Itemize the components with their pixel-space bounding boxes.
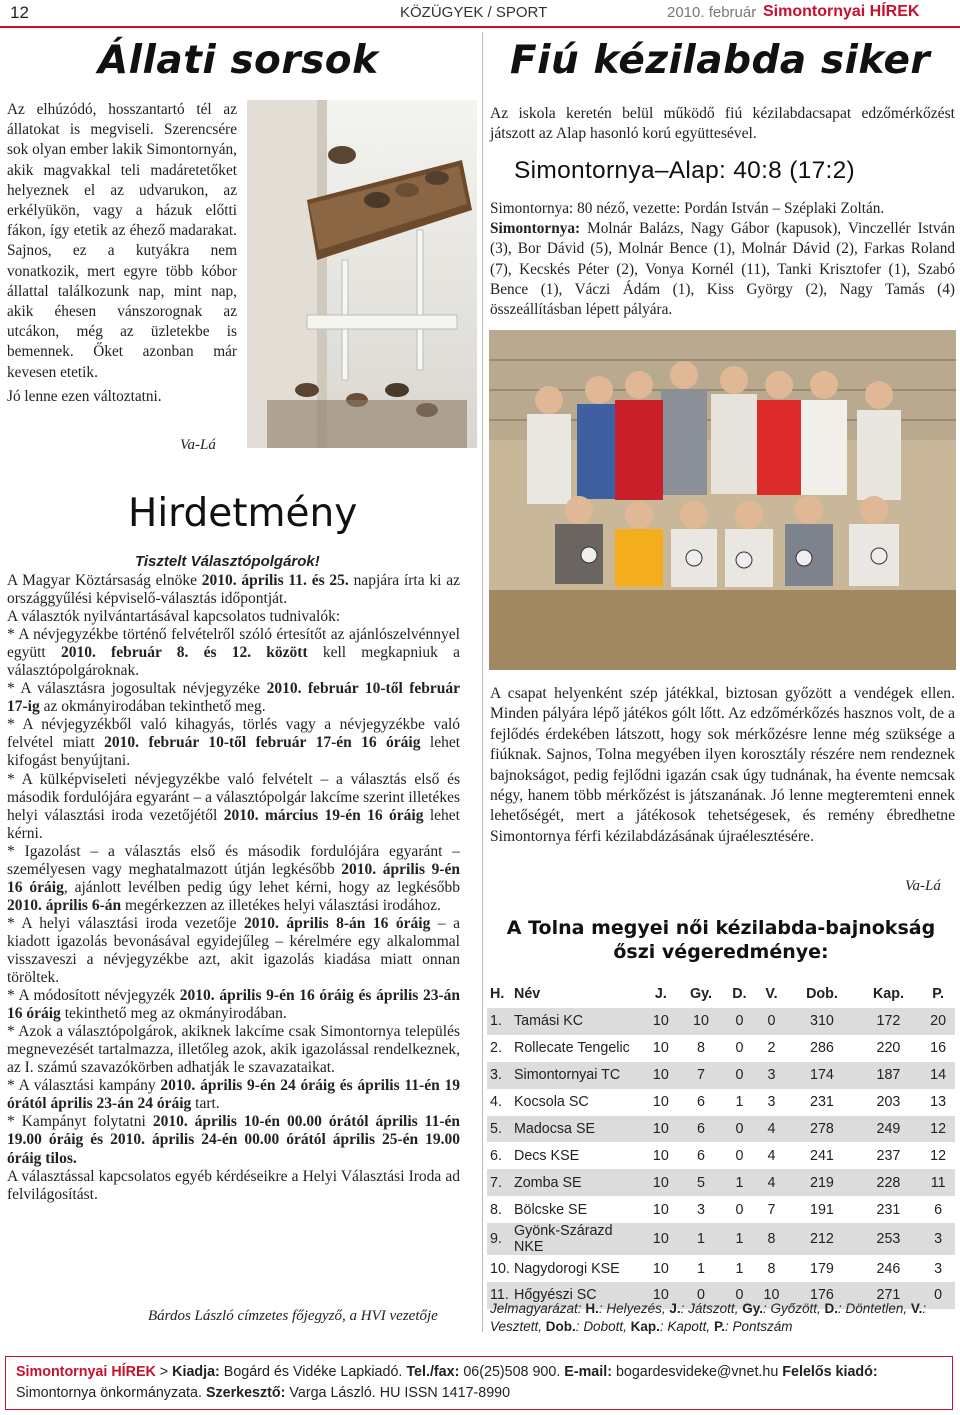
table-cell: 231 <box>810 1094 834 1111</box>
legend-abbr: H. <box>585 1301 599 1316</box>
hird-p2: A választók nyilvántartásával kapcsolatos tudnivalók: <box>7 608 341 626</box>
table-cell: 0 <box>755 1008 789 1035</box>
table-title-line1: A Tolna megyei női kézilabda-bajnokság <box>506 917 936 939</box>
table-header-cell: H. <box>490 986 505 1002</box>
table-cell: 0 <box>735 1040 744 1057</box>
table-cell: 1 <box>724 1223 754 1255</box>
table-cell: 1 <box>735 1260 744 1277</box>
table-cell: 179 <box>810 1260 834 1277</box>
table-cell: 249 <box>856 1116 922 1143</box>
table-cell: 7. <box>487 1169 514 1196</box>
legend-text: Győzött <box>770 1301 818 1316</box>
table-cell: 20 <box>921 1008 955 1035</box>
table-cell: 13 <box>930 1094 947 1111</box>
table-cell: 1 <box>735 1094 744 1111</box>
table-header-cell: Gy. <box>690 986 712 1002</box>
table-cell: 246 <box>876 1260 901 1277</box>
team-illustration <box>489 330 956 670</box>
legend-abbr: Kap. <box>630 1319 660 1334</box>
allati-title: Állati sorsok <box>98 38 379 83</box>
table-cell: 11. <box>487 1282 514 1309</box>
table-cell: 3 <box>697 1201 705 1218</box>
table-cell: 0 <box>921 1282 955 1309</box>
table-cell: 10 <box>644 1008 678 1035</box>
hird-p12: * Kampányt folytatni 2010. április 10-én 00.00 órától április 11-én 19.00 óráig és 2010. április 24-én 00.00 órától április 25-én 19.00 óráig tilos. <box>7 1113 460 1167</box>
table-title <box>490 916 952 964</box>
hird-p10: * Azok a választópolgárok, akiknek lakcíme csak Simontornya település megnevezését tartalmazza, illetőleg azok, akik igazolással rendelkeznek, az I. számú szavazókörben adhatják le szavazataikat. <box>7 1023 460 1077</box>
legend-abbr: Dob. <box>545 1319 576 1334</box>
table-header-cell: V. <box>765 986 778 1002</box>
footer-line2 <box>16 1385 510 1401</box>
fiu-lineup <box>490 199 955 320</box>
hird-p5: * A névjegyzékből való kihagyás, törlés vagy a névjegyzékbe való felvétel miatt 2010. február 10-től február 17-én 16 óráig lehet kifogást benyújtani. <box>7 716 461 770</box>
table-row <box>487 1223 955 1255</box>
table-cell: 172 <box>856 1008 922 1035</box>
table-cell: Hőgyészi SC <box>514 1282 644 1309</box>
table-cell: 10 <box>652 1094 669 1111</box>
table-cell: 237 <box>876 1147 901 1164</box>
table-cell: 12 <box>930 1147 947 1164</box>
table-cell: 174 <box>788 1062 855 1089</box>
table-title-line2: őszi végeredménye: <box>613 941 829 963</box>
footer-publisher: Bogárd és Vidéke Lapkiadó. <box>223 1364 403 1380</box>
legend-text: Pontszám <box>732 1319 793 1334</box>
table-cell: 212 <box>788 1223 855 1255</box>
table-cell: 3 <box>767 1094 776 1111</box>
allati-signature: Va-Lá <box>180 437 216 453</box>
table-cell: 10. <box>490 1260 510 1277</box>
table-cell: 228 <box>856 1169 922 1196</box>
table-cell: 219 <box>788 1169 855 1196</box>
table-cell: 0 <box>735 1147 744 1164</box>
table-cell: 0 <box>735 1201 744 1218</box>
allati-body-text: Az elhúzódó, hosszantartó tél az állatokat is megviseli. Szerencsére sok olyan ember lakik Simontornyán, akik magvakkal teli madáretetőket helyeznek el az udvarukon, az erkélyükön, vagy a házuk előtti fákon, így etetik az éhező madarakat. Sajnos, ez a kutyákra nem vonatkozik, mert egyre több kóbor állattal találkozunk nap, mint nap, akik éhesen vánszorognak az utcákon, még az üzletekbe is bemennek. Őket azonban már kevesen etetik. <box>7 101 237 381</box>
table-cell: 220 <box>876 1040 901 1057</box>
legend-text: Dobott <box>583 1319 624 1334</box>
table-cell: 0 <box>724 1008 754 1035</box>
hird-p7: * Igazolást – a választás első és második fordulójára egyaránt – személyesen vagy meghatalmazott útján legkésőbb 2010. április 9-én 16 óráig, ajánlott levélben pedig úgy lehet kérni, hogy az legkésőbb 2010. április 6-án megérkezzen az illetékes helyi választási irodához. <box>7 842 460 914</box>
table-cell: 10 <box>644 1116 678 1143</box>
table-cell: 8 <box>755 1223 789 1255</box>
hirdetmeny-body <box>7 572 460 1204</box>
footer-issn: HU ISSN 1417-8990 <box>379 1385 511 1401</box>
table-row <box>487 1116 955 1143</box>
table-cell: 3. <box>487 1062 514 1089</box>
table-cell: 241 <box>810 1147 834 1164</box>
table-cell: Zomba SE <box>514 1169 644 1196</box>
table-cell: 6 <box>697 1094 705 1111</box>
table-cell: 187 <box>856 1062 922 1089</box>
legend-label: Jelmagyarázat: <box>490 1301 582 1316</box>
table-cell: 6 <box>678 1116 725 1143</box>
table-cell: 0 <box>678 1282 725 1309</box>
table-cell: 5 <box>678 1169 725 1196</box>
table-cell: 7 <box>767 1201 776 1218</box>
footer-email: bogardesvideke@vnet.hu <box>615 1364 779 1380</box>
table-cell: 10 <box>678 1008 725 1035</box>
table-cell: Kocsola SC <box>514 1094 589 1111</box>
standings-table <box>487 980 955 1309</box>
bird-feeder-photo <box>247 100 477 448</box>
table-cell: Tamási KC <box>514 1008 644 1035</box>
table-cell: 4 <box>755 1116 789 1143</box>
table-cell: 8 <box>697 1040 705 1057</box>
table-cell: 0 <box>724 1062 754 1089</box>
table-cell: 191 <box>810 1201 834 1218</box>
table-cell: 14 <box>921 1062 955 1089</box>
table-header-cell: P. <box>932 986 944 1002</box>
legend-text: Döntetlen <box>845 1301 904 1316</box>
footer-editor: Varga László. <box>289 1385 376 1401</box>
table-header-cell: Kap. <box>872 986 904 1002</box>
table-cell: 278 <box>788 1116 855 1143</box>
table-cell: Simontornyai TC <box>514 1062 644 1089</box>
fiu-intro: Az iskola keretén belül működő fiú kézilabdacsapat edzőmérkőzést játszott az Alap hasonló korú együttesével. <box>490 105 955 142</box>
table-header-cell: Dob. <box>806 986 838 1002</box>
table-cell: 11 <box>921 1169 955 1196</box>
table-legend: Jelmagyarázat: H.: Helyezés, J.: Játszott, Gy.: Győzött, D.: Döntetlen, V.: Vesztett, Dob.: Dobott, Kap.: Kapott, P.: Pontszám <box>490 1301 927 1334</box>
table-row <box>487 1169 955 1196</box>
table-cell: 1. <box>487 1008 514 1035</box>
footer-editor-label: Szerkesztő: <box>205 1385 286 1401</box>
venue-text: Simontornya: 80 néző, vezette: Pordán István – Széplaki Zoltán. <box>490 200 885 217</box>
hirdetmeny-title: Hirdetmény <box>128 491 358 536</box>
table-cell: 12 <box>921 1116 955 1143</box>
table-row <box>487 1089 955 1116</box>
table-cell: 1 <box>678 1223 725 1255</box>
footer-email-label: E-mail: <box>564 1364 612 1380</box>
table-row <box>487 1008 955 1035</box>
table-cell: 6 <box>934 1201 943 1218</box>
table-cell: 5. <box>487 1116 514 1143</box>
page-footer <box>5 1356 953 1410</box>
lineup-label: Simontornya: <box>490 220 581 238</box>
fiu-report: A csapat helyenként szép játékkal, biztosan győzött a vendégek ellen. Minden pályára lépő játékos gólt lőtt. Az edzőmérkőzés hasznos volt, de a fejlődés érdekében látszott, hogy sok mérkőzésre lenne még szüksége a fiúknak. Sajnos, Tolna megyében ilyen korosztály részére nem rendeznek bajnokságot, pedig fejlődni igazán csak úgy tudnának, ha évente nemcsak négy, hanem több mérkőzést is játszanának. Jó lenne megteremteni ennek lehetőségét, mert a játékosok tehetségesek, és remény ébredhetne Simontornya férfi kézilabdázásának újraélesztésére. <box>490 685 955 845</box>
table-cell: Nagydorogi KSE <box>514 1260 620 1277</box>
fiu-signature: Va-Lá <box>905 878 941 894</box>
table-cell: 10 <box>652 1040 669 1057</box>
legend-text: Helyezés <box>606 1301 662 1316</box>
table-cell: 10 <box>755 1282 789 1309</box>
table-cell: 1 <box>697 1260 705 1277</box>
table-cell: 10 <box>652 1260 669 1277</box>
table-cell: Madocsa SE <box>514 1116 644 1143</box>
legend-text: Játszott <box>688 1301 735 1316</box>
hird-p8: * A helyi választási iroda vezetője 2010. április 8-án 16 óráig – a kiadott igazolás bevonásával egyidejűleg – kérelmére egy alkalommal visszaveszi a névjegyzékbe azt, akit igazolás kiadása miatt onnan töröltek. <box>7 914 460 987</box>
footer-tel-label: Tel./fax: <box>406 1364 460 1380</box>
section-label: KÖZÜGYEK / SPORT <box>400 4 548 21</box>
table-cell: 4 <box>755 1169 789 1196</box>
table-cell: 16 <box>930 1040 947 1057</box>
hird-p3: * A névjegyzékbe történő felvételről szóló értesítőt az ajánlószelvénnyel együtt 2010. február 8. és 12. között kell megkapniuk a választópolgároknak. <box>7 626 460 680</box>
table-cell: 271 <box>856 1282 922 1309</box>
table-row <box>487 1255 955 1282</box>
table-cell: Rollecate Tengelic <box>514 1040 630 1057</box>
table-cell: 2 <box>767 1040 776 1057</box>
table-cell: 10 <box>652 1201 669 1218</box>
hird-p9: * A módosított névjegyzék 2010. április 9-én 16 óráig és április 23-án 16 óráig tekinthető meg az okmányirodában. <box>7 987 460 1023</box>
table-cell: 286 <box>810 1040 834 1057</box>
legend-abbr: D. <box>824 1301 839 1316</box>
table-cell: 4 <box>767 1147 776 1164</box>
legend-abbr: P. <box>713 1319 725 1334</box>
legend-text: Vesztett <box>490 1319 539 1334</box>
table-cell: 0 <box>724 1116 754 1143</box>
footer-arrow: > <box>159 1364 169 1380</box>
page-number: 12 <box>10 3 29 22</box>
allati-closing: Jó lenne ezen változtatni. <box>7 387 162 405</box>
match-score: Simontornya–Alap: 40:8 (17:2) <box>514 157 856 184</box>
fiu-title: Fiú kézilabda siker <box>510 38 931 83</box>
table-cell: 9. <box>487 1223 514 1255</box>
magazine-name: Simontornyai HÍREK <box>763 3 920 20</box>
lineup-text: Molnár Balázs, Nagy Gábor (kapusok), Vinczellér István (3), Bor Dávid (5), Molnár Bence (1), Molnár Dávid (2), Farkas Roland (7), Kecskés Péter (2), Vonya Kornél (11), Tanki Krisztofer (1), Szabó Bence (1), Váczi Ádám (1), Kiss György (2), Nagy Tamás (4) összeállításban lépett pályára. <box>490 220 955 319</box>
allati-article <box>7 100 237 407</box>
table-cell: 176 <box>788 1282 855 1309</box>
table-row <box>487 1062 955 1089</box>
legend-abbr: J. <box>669 1301 681 1316</box>
table-cell: Decs KSE <box>514 1147 580 1164</box>
team-photo <box>489 330 956 670</box>
table-cell: 10 <box>644 1223 678 1255</box>
legend-abbr: Gy. <box>742 1301 763 1316</box>
hird-p4: * A választásra jogosultak névjegyzéke 2010. február 10-től február 17-ig az okmányirodában tekinthető meg. <box>7 680 460 716</box>
table-cell: 231 <box>876 1201 901 1218</box>
table-header-cell: Név <box>514 986 541 1002</box>
table-row <box>487 1196 955 1223</box>
legend-text: Kapott <box>667 1319 707 1334</box>
footer-responsible-label: Felelős kiadó: <box>782 1364 878 1380</box>
table-cell: 3 <box>921 1223 955 1255</box>
page-header <box>0 0 960 26</box>
column-divider <box>482 32 483 1332</box>
table-cell: 4. <box>490 1094 502 1111</box>
table-cell: 0 <box>724 1282 754 1309</box>
table-cell: Bölcske SE <box>514 1201 588 1218</box>
table-cell: 253 <box>856 1223 922 1255</box>
table-cell: 6. <box>490 1147 502 1164</box>
hird-p6: * A külképviseleti névjegyzékbe való felvételt – a választás első és második fordulójára egyaránt – a választópolgár lakcíme szerint illetékes helyi választási iroda vezetőjétől 2010. március 19-én 16 óráig lehet kérni. <box>7 770 460 842</box>
footer-magazine: Simontornyai HÍREK <box>16 1364 156 1380</box>
table-cell: 203 <box>876 1094 901 1111</box>
table-header-cell: J. <box>654 986 667 1002</box>
table-cell: 10 <box>644 1282 678 1309</box>
table-row <box>487 1142 955 1169</box>
table-cell: 10 <box>652 1147 669 1164</box>
hird-p1: A Magyar Köztársaság elnöke 2010. április 11. és 25. napjára írta ki az országgyűlési képviselő-választás időpontját. <box>7 572 460 608</box>
header-rule <box>0 26 960 28</box>
table-cell: 10 <box>644 1062 678 1089</box>
legend-abbr: V. <box>910 1301 923 1316</box>
table-cell: 3 <box>755 1062 789 1089</box>
table-cell: 310 <box>788 1008 855 1035</box>
table-cell: 10 <box>644 1169 678 1196</box>
footer-tel: 06(25)508 900. <box>463 1364 561 1380</box>
footer-responsible: Simontornya önkormányzata. <box>16 1385 202 1401</box>
hird-p11: * A választási kampány 2010. április 9-én 24 óráig és április 11-én 19 órától április 23-án 24 óráig tart. <box>7 1077 460 1113</box>
footer-publisher-label: Kiadja: <box>172 1364 220 1380</box>
table-cell: 8. <box>490 1201 502 1218</box>
table-cell: 7 <box>678 1062 725 1089</box>
table-cell: Gyönk-Szárazd NKE <box>514 1223 644 1255</box>
table-header-cell: D. <box>732 986 747 1002</box>
footer-line1 <box>16 1364 878 1380</box>
hirdetmeny-signature: Bárdos László címzetes főjegyző, a HVI vezetője <box>148 1308 438 1324</box>
table-header-row <box>487 980 955 1008</box>
table-row <box>487 1035 955 1062</box>
table-cell: 2. <box>490 1040 502 1057</box>
table-cell: 8 <box>767 1260 776 1277</box>
bird-feeder-illustration <box>247 100 477 448</box>
table-cell: 3 <box>934 1260 943 1277</box>
hirdetmeny-salutation: Tisztelt Választópolgárok! <box>135 553 320 570</box>
issue-date: 2010. február <box>667 4 757 21</box>
hird-p13: A választással kapcsolatos egyéb kérdéseikre a Helyi Választási Iroda ad felvilágosítást. <box>7 1167 460 1203</box>
table-cell: 1 <box>724 1169 754 1196</box>
table-cell: 6 <box>697 1147 705 1164</box>
